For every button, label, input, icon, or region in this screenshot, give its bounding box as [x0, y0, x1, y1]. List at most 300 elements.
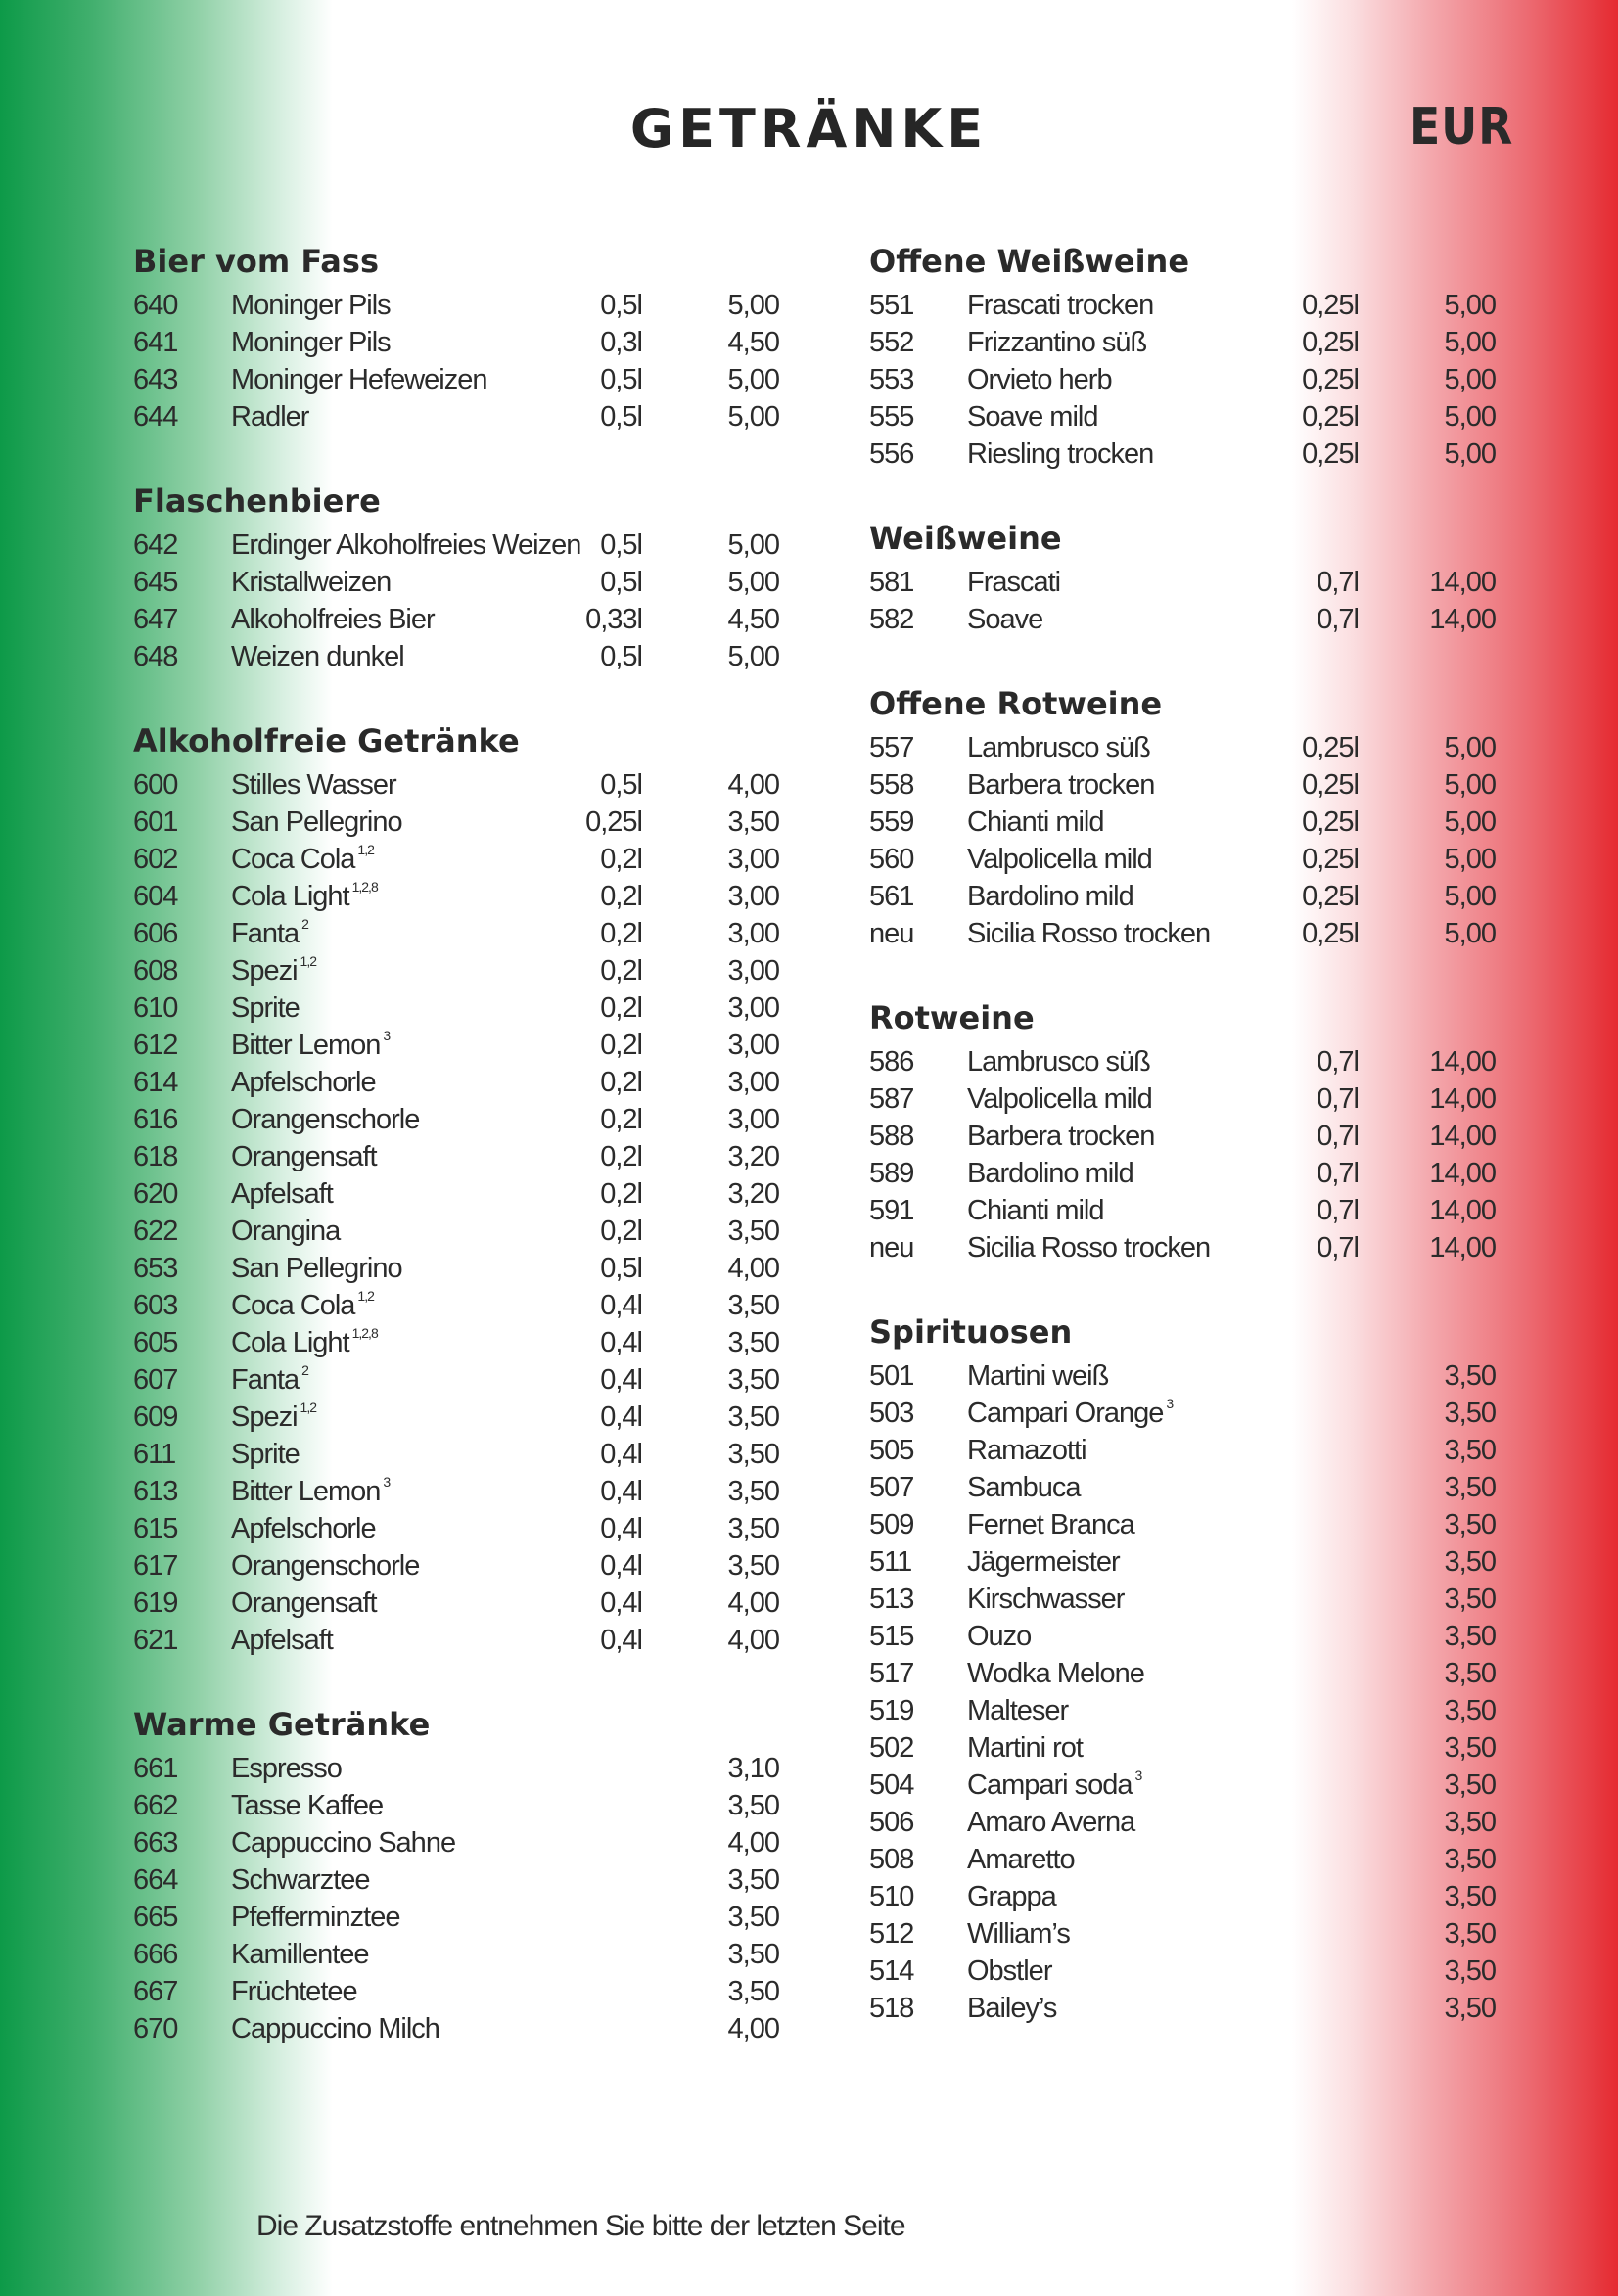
item-name: Amaro Averna	[967, 1807, 1135, 1838]
menu-item	[133, 361, 779, 398]
item-price: 4,50	[727, 327, 779, 358]
item-number: 644	[133, 401, 178, 433]
item-price: 3,50	[727, 1216, 779, 1247]
menu-item	[869, 1080, 1505, 1118]
item-name: Amaretto	[967, 1844, 1075, 1875]
item-name-cell	[231, 527, 580, 564]
item-price: 4,00	[727, 1253, 779, 1284]
item-name-cell	[231, 1973, 357, 2010]
item-price: 3,50	[1444, 1844, 1496, 1875]
additive-footnote: 1,2,8	[351, 1325, 378, 1341]
item-size: 0,7l	[1317, 1121, 1359, 1152]
item-price: 5,00	[1444, 881, 1496, 912]
additive-footnote: 3	[1134, 1768, 1142, 1783]
item-size: 0,7l	[1317, 1046, 1359, 1078]
item-number: 513	[869, 1584, 914, 1615]
additive-footnote: 2	[301, 916, 308, 932]
item-name-cell	[231, 1138, 377, 1175]
item-price: 5,00	[1444, 806, 1496, 838]
item-name-cell	[967, 398, 1097, 436]
item-price: 4,50	[727, 604, 779, 635]
item-size: 0,25l	[1302, 327, 1359, 358]
item-price: 3,00	[727, 1067, 779, 1098]
item-name: Coca Cola	[231, 844, 355, 875]
item-price: 3,50	[1444, 1621, 1496, 1652]
item-name: Frascati trocken	[967, 290, 1154, 321]
item-number: 661	[133, 1753, 178, 1784]
item-name: Cappuccino Milch	[231, 2013, 439, 2044]
menu-item	[869, 1952, 1505, 1990]
menu-item	[869, 361, 1505, 398]
item-price: 5,00	[727, 567, 779, 598]
item-name: Coca Cola	[231, 1290, 355, 1321]
item-price: 3,20	[727, 1141, 779, 1172]
menu-item	[133, 1250, 779, 1287]
item-price: 3,50	[727, 1327, 779, 1358]
item-price: 4,00	[727, 2013, 779, 2044]
section-title: Offene Rotweine	[869, 685, 1163, 722]
item-size: 0,7l	[1317, 1195, 1359, 1226]
item-price: 3,50	[727, 1401, 779, 1433]
item-name: Weizen dunkel	[231, 641, 404, 672]
item-number: neu	[869, 1232, 914, 1263]
item-size: 0,25l	[1302, 732, 1359, 763]
item-name: Cappuccino Sahne	[231, 1827, 456, 1859]
item-number: 640	[133, 290, 178, 321]
item-number: 514	[869, 1955, 914, 1987]
item-name: Barbera trocken	[967, 769, 1155, 801]
item-price: 14,00	[1429, 1121, 1496, 1152]
menu-item	[869, 1618, 1505, 1655]
item-name: Fanta	[231, 918, 300, 949]
menu-item	[133, 638, 779, 675]
menu-item	[133, 1436, 779, 1473]
item-price: 3,50	[1444, 1881, 1496, 1912]
item-number: 507	[869, 1472, 914, 1503]
menu-item	[133, 804, 779, 841]
menu-item	[133, 1861, 779, 1899]
menu-item	[133, 1547, 779, 1584]
item-name-cell	[231, 1899, 399, 1936]
item-price: 3,50	[1444, 1472, 1496, 1503]
item-name-cell	[967, 1692, 1068, 1729]
item-name: Spezi	[231, 1401, 298, 1433]
item-price: 5,00	[727, 364, 779, 395]
item-size: 0,2l	[600, 881, 642, 912]
item-size: 0,7l	[1317, 1158, 1359, 1189]
item-number: 589	[869, 1158, 914, 1189]
menu-item	[133, 527, 779, 564]
page-title: GETRÄNKE	[629, 98, 989, 160]
item-price: 3,50	[727, 1290, 779, 1321]
item-price: 3,50	[727, 1902, 779, 1933]
item-name-cell	[967, 324, 1146, 361]
item-price: 3,00	[727, 881, 779, 912]
item-number: 667	[133, 1976, 178, 2007]
item-name-cell	[967, 729, 1150, 766]
item-number: 643	[133, 364, 178, 395]
item-number: 505	[869, 1435, 914, 1466]
menu-item	[133, 1361, 779, 1399]
item-name-cell	[231, 1287, 374, 1324]
menu-item	[133, 1324, 779, 1361]
item-price: 5,00	[1444, 438, 1496, 470]
item-size: 0,5l	[600, 567, 642, 598]
item-number: 552	[869, 327, 914, 358]
item-size: 0,5l	[600, 529, 642, 561]
item-name: Soave mild	[967, 401, 1098, 433]
menu-item	[133, 1936, 779, 1973]
item-name: Kristallweizen	[231, 567, 392, 598]
item-price: 3,10	[727, 1753, 779, 1784]
menu-section-weissweine	[869, 517, 1505, 638]
item-name: Ouzo	[967, 1621, 1032, 1652]
menu-section-spirituosen	[869, 1310, 1505, 2027]
section-title: Weißweine	[869, 520, 1062, 557]
item-price: 3,50	[1444, 1695, 1496, 1726]
item-number: 581	[869, 567, 914, 598]
item-name: Campari soda	[967, 1769, 1133, 1801]
left-column	[133, 240, 779, 2091]
menu-item	[869, 1804, 1505, 1841]
item-name-cell	[231, 766, 396, 804]
section-title: Rotweine	[869, 999, 1035, 1036]
item-size: 0,3l	[600, 327, 642, 358]
item-price: 14,00	[1429, 1046, 1496, 1078]
item-name: San Pellegrino	[231, 1253, 402, 1284]
item-name: Cola Light	[231, 881, 349, 912]
item-name-cell	[231, 1250, 402, 1287]
item-size: 0,7l	[1317, 1232, 1359, 1263]
item-size: 0,7l	[1317, 567, 1359, 598]
item-name: Lambrusco süß	[967, 1046, 1150, 1078]
item-name: Martini rot	[967, 1732, 1083, 1764]
item-size: 0,4l	[600, 1439, 642, 1470]
item-name-cell	[967, 1395, 1173, 1432]
item-name: Orangenschorle	[231, 1550, 420, 1582]
item-name: Spezi	[231, 955, 298, 987]
item-number: 610	[133, 992, 178, 1024]
item-size: 0,25l	[1302, 438, 1359, 470]
item-number: 641	[133, 327, 178, 358]
item-name-cell	[967, 915, 1210, 952]
item-size: 0,25l	[1302, 844, 1359, 875]
menu-item	[869, 436, 1505, 473]
menu-item	[133, 1973, 779, 2010]
item-number: 587	[869, 1083, 914, 1115]
menu-item	[869, 1915, 1505, 1952]
item-name: Schwarztee	[231, 1864, 370, 1896]
item-name: Bitter Lemon	[231, 1476, 381, 1507]
menu-item	[869, 1729, 1505, 1767]
item-name: Früchtetee	[231, 1976, 357, 2007]
item-size: 0,4l	[600, 1476, 642, 1507]
section-title: Alkoholfreie Getränke	[133, 722, 520, 759]
item-size: 0,4l	[600, 1290, 642, 1321]
item-name-cell	[231, 601, 435, 638]
item-name-cell	[967, 1043, 1150, 1080]
item-name-cell	[231, 361, 486, 398]
item-name-cell	[231, 841, 374, 878]
item-number: 506	[869, 1807, 914, 1838]
item-name: Chianti mild	[967, 1195, 1104, 1226]
item-number: 653	[133, 1253, 178, 1284]
item-name: Valpolicella mild	[967, 844, 1152, 875]
item-price: 3,00	[727, 844, 779, 875]
menu-item	[133, 952, 779, 989]
item-name-cell	[967, 1155, 1133, 1192]
item-size: 0,2l	[600, 1067, 642, 1098]
item-name: Fernet Branca	[967, 1509, 1134, 1540]
item-name: Moninger Pils	[231, 327, 391, 358]
item-number: 509	[869, 1509, 914, 1540]
menu-section-offene-rotweine	[869, 682, 1505, 952]
additive-footnote: 3	[383, 1028, 391, 1043]
item-name-cell	[231, 1064, 376, 1101]
menu-item	[869, 324, 1505, 361]
item-price: 4,00	[727, 1827, 779, 1859]
item-name-cell	[231, 1861, 370, 1899]
item-name: Valpolicella mild	[967, 1083, 1152, 1115]
item-price: 3,00	[727, 918, 779, 949]
menu-item	[133, 398, 779, 436]
item-name-cell	[231, 1436, 300, 1473]
item-name-cell	[231, 878, 378, 915]
item-name-cell	[231, 1622, 333, 1659]
item-number: 553	[869, 364, 914, 395]
item-size: 0,2l	[600, 1141, 642, 1172]
section-title: Flaschenbiere	[133, 482, 381, 520]
menu-item	[869, 804, 1505, 841]
menu-item	[133, 1027, 779, 1064]
section-title: Warme Getränke	[133, 1706, 431, 1743]
item-name: Radler	[231, 401, 309, 433]
item-size: 0,7l	[1317, 604, 1359, 635]
item-name-cell	[231, 915, 308, 952]
item-price: 3,50	[727, 806, 779, 838]
menu-item	[133, 1622, 779, 1659]
additive-footnote: 1,2	[357, 842, 374, 857]
item-size: 0,33l	[585, 604, 642, 635]
item-number: 608	[133, 955, 178, 987]
item-price: 14,00	[1429, 1083, 1496, 1115]
item-number: 670	[133, 2013, 178, 2044]
menu-item	[133, 1510, 779, 1547]
item-name-cell	[967, 1543, 1120, 1581]
item-price: 4,00	[727, 1625, 779, 1656]
item-number: neu	[869, 918, 914, 949]
item-name-cell	[967, 804, 1104, 841]
item-price: 5,00	[727, 290, 779, 321]
menu-item	[133, 1787, 779, 1824]
item-price: 3,50	[727, 1550, 779, 1582]
item-number: 612	[133, 1030, 178, 1061]
item-name-cell	[231, 1027, 390, 1064]
item-number: 556	[869, 438, 914, 470]
item-price: 14,00	[1429, 604, 1496, 635]
item-size: 0,25l	[1302, 401, 1359, 433]
item-price: 3,50	[1444, 1918, 1496, 1950]
item-price: 3,50	[1444, 1546, 1496, 1578]
item-price: 3,00	[727, 1030, 779, 1061]
menu-item	[133, 2010, 779, 2047]
menu-item	[133, 324, 779, 361]
item-price: 3,50	[1444, 1732, 1496, 1764]
menu-section-flaschenbiere	[133, 480, 779, 675]
item-price: 3,50	[1444, 1360, 1496, 1392]
item-number: 645	[133, 567, 178, 598]
item-size: 0,5l	[600, 641, 642, 672]
menu-item	[133, 766, 779, 804]
item-name-cell	[967, 1229, 1210, 1266]
menu-item	[869, 1155, 1505, 1192]
section-title: Bier vom Fass	[133, 243, 379, 280]
item-number: 559	[869, 806, 914, 838]
item-number: 609	[133, 1401, 178, 1433]
item-name-cell	[231, 1101, 419, 1138]
item-name: Orangina	[231, 1216, 341, 1247]
item-name-cell	[231, 638, 404, 675]
menu-item	[869, 1581, 1505, 1618]
menu-item	[133, 564, 779, 601]
item-name-cell	[967, 1080, 1152, 1118]
item-number: 502	[869, 1732, 914, 1764]
item-number: 501	[869, 1360, 914, 1392]
item-name-cell	[967, 1118, 1154, 1155]
item-name: Orangensaft	[231, 1141, 377, 1172]
menu-item	[869, 1543, 1505, 1581]
item-price: 5,00	[1444, 732, 1496, 763]
menu-section-rotweine	[869, 996, 1505, 1266]
item-name-cell	[231, 952, 316, 989]
item-price: 3,50	[1444, 1509, 1496, 1540]
item-name: Apfelsaft	[231, 1178, 333, 1210]
item-number: 615	[133, 1513, 178, 1544]
item-name-cell	[231, 804, 402, 841]
item-name-cell	[231, 287, 391, 324]
item-name-cell	[231, 1510, 376, 1547]
item-price: 5,00	[1444, 401, 1496, 433]
currency-label: EUR	[1410, 98, 1514, 157]
item-size: 0,7l	[1317, 1083, 1359, 1115]
item-number: 616	[133, 1104, 178, 1135]
item-name-cell	[967, 287, 1153, 324]
item-name: Orangenschorle	[231, 1104, 420, 1135]
item-size: 0,5l	[600, 769, 642, 801]
item-name: Martini weiß	[967, 1360, 1109, 1392]
menu-item	[869, 1655, 1505, 1692]
item-number: 647	[133, 604, 178, 635]
item-name: Bardolino mild	[967, 881, 1133, 912]
item-number: 511	[869, 1546, 912, 1578]
item-number: 560	[869, 844, 914, 875]
item-price: 3,50	[727, 1476, 779, 1507]
item-size: 0,4l	[600, 1364, 642, 1396]
item-name-cell	[231, 1547, 419, 1584]
menu-item	[869, 1229, 1505, 1266]
item-name-cell	[967, 436, 1153, 473]
item-size: 0,25l	[1302, 364, 1359, 395]
item-number: 620	[133, 1178, 178, 1210]
item-number: 518	[869, 1993, 914, 2024]
item-price: 3,50	[727, 1513, 779, 1544]
item-name: Campari Orange	[967, 1398, 1164, 1429]
item-name: Moninger Hefeweizen	[231, 364, 487, 395]
menu-item	[133, 1899, 779, 1936]
item-size: 0,4l	[600, 1625, 642, 1656]
menu-item	[869, 1692, 1505, 1729]
menu-item	[133, 1064, 779, 1101]
menu-item	[869, 878, 1505, 915]
item-name: Bardolino mild	[967, 1158, 1133, 1189]
item-size: 0,5l	[600, 401, 642, 433]
item-name-cell	[231, 1175, 333, 1213]
menu-section-warme-getraenke	[133, 1703, 779, 2047]
item-number: 613	[133, 1476, 178, 1507]
menu-item	[133, 1138, 779, 1175]
item-name-cell	[967, 1655, 1144, 1692]
item-name: Chianti mild	[967, 806, 1104, 838]
item-size: 0,25l	[585, 806, 642, 838]
item-name-cell	[967, 564, 1060, 601]
item-size: 0,2l	[600, 992, 642, 1024]
item-name: Sambuca	[967, 1472, 1081, 1503]
item-price: 5,00	[1444, 327, 1496, 358]
menu-item	[869, 1043, 1505, 1080]
item-name: Erdinger Alkoholfreies Weizen	[231, 529, 581, 561]
menu-item	[133, 1287, 779, 1324]
item-number: 603	[133, 1290, 178, 1321]
item-number: 666	[133, 1939, 178, 1970]
item-name-cell	[967, 1952, 1051, 1990]
item-price: 3,50	[727, 1790, 779, 1821]
item-number: 561	[869, 881, 914, 912]
item-size: 0,2l	[600, 918, 642, 949]
item-name: Ramazotti	[967, 1435, 1086, 1466]
item-name: San Pellegrino	[231, 806, 402, 838]
item-price: 3,50	[1444, 1769, 1496, 1801]
item-name-cell	[231, 2010, 439, 2047]
item-name-cell	[231, 1750, 342, 1787]
item-name: Frascati	[967, 567, 1061, 598]
item-size: 0,5l	[600, 364, 642, 395]
item-name: Moninger Pils	[231, 290, 391, 321]
menu-item	[869, 1469, 1505, 1506]
item-price: 3,50	[1444, 1658, 1496, 1689]
menu-item	[133, 1101, 779, 1138]
item-price: 5,00	[1444, 844, 1496, 875]
item-name-cell	[967, 1581, 1124, 1618]
item-name-cell	[231, 1361, 308, 1399]
item-name-cell	[231, 1473, 390, 1510]
item-name: Apfelsaft	[231, 1625, 333, 1656]
item-name-cell	[967, 1357, 1108, 1395]
item-number: 618	[133, 1141, 178, 1172]
item-number: 557	[869, 732, 914, 763]
item-name: Bitter Lemon	[231, 1030, 381, 1061]
menu-item	[869, 398, 1505, 436]
item-price: 14,00	[1429, 1195, 1496, 1226]
item-name: Obstler	[967, 1955, 1052, 1987]
menu-item	[869, 601, 1505, 638]
item-name-cell	[967, 1469, 1081, 1506]
item-number: 588	[869, 1121, 914, 1152]
menu-item	[869, 1990, 1505, 2027]
item-number: 503	[869, 1398, 914, 1429]
item-size: 0,2l	[600, 1178, 642, 1210]
menu-item	[869, 1841, 1505, 1878]
menu-item	[133, 989, 779, 1027]
